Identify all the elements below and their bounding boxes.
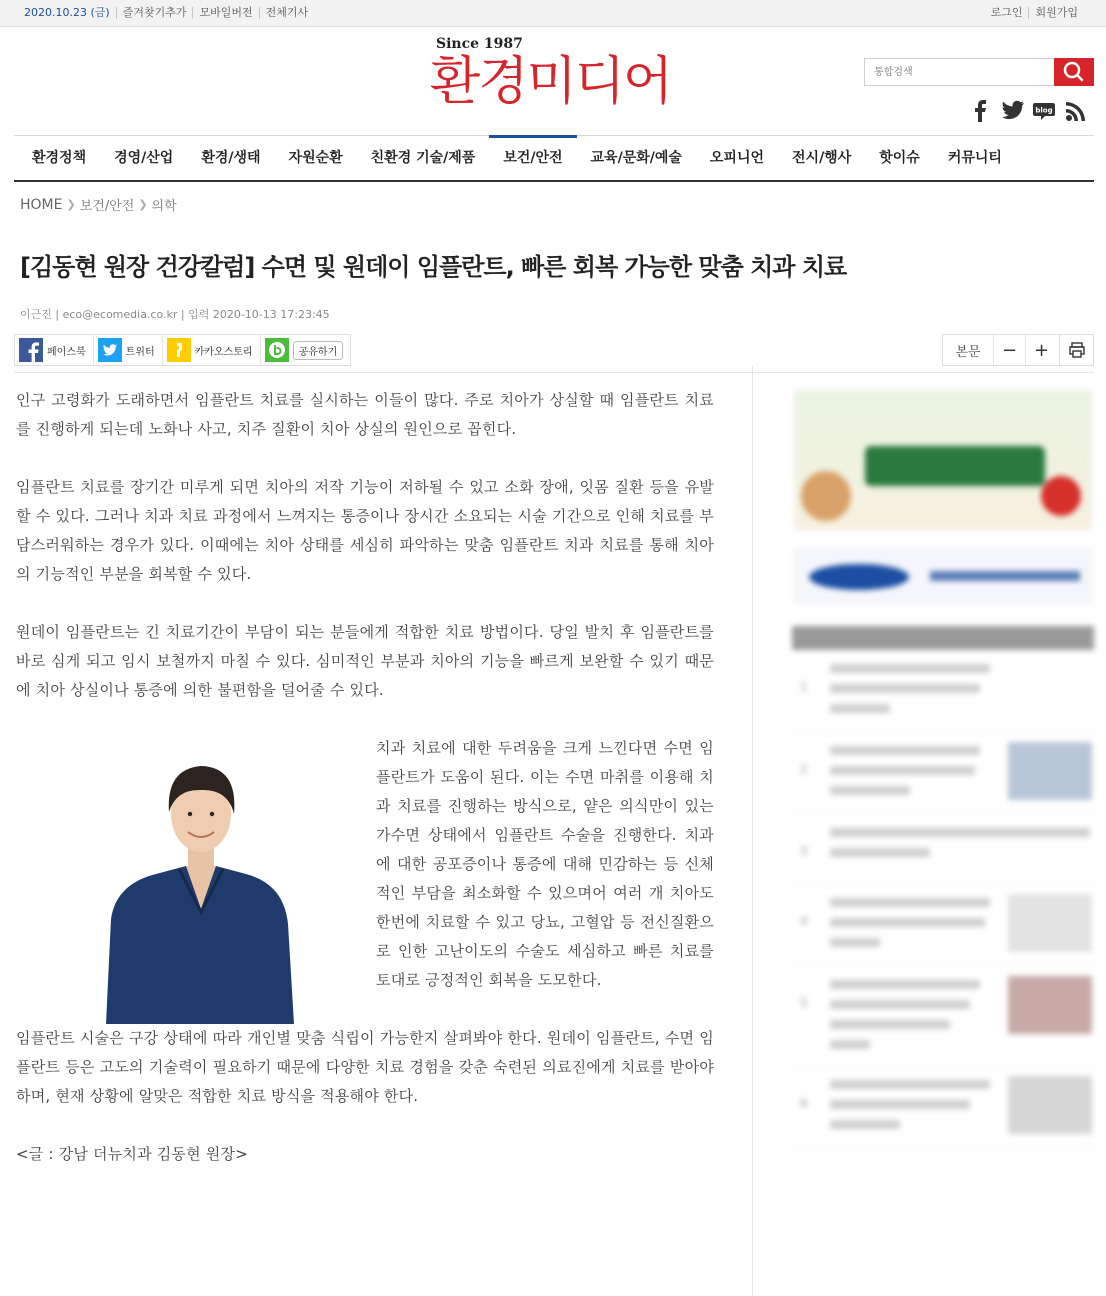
share-facebook-label: 페이스북 (47, 346, 86, 358)
top-utility-bar (0, 0, 1106, 27)
doctor-photo (16, 734, 366, 1024)
share-bar (14, 334, 1094, 366)
current-date: 2020.10.23 (금) (24, 6, 110, 19)
rank-number: 3 (800, 844, 808, 858)
column-divider (752, 366, 753, 1296)
article-byline: 이근진 | eco@ecomedia.co.kr | 입력 2020-10-13 17:23:45 (20, 308, 330, 321)
divider (14, 372, 1094, 373)
mobile-version-link[interactable]: 모바일버전 (192, 7, 258, 19)
sidebar-ad-banner[interactable] (794, 390, 1092, 530)
list-item[interactable] (792, 884, 1094, 966)
share-kakaostory-label: 카카오스토리 (194, 346, 253, 358)
logo-name: 환경미디어 (430, 52, 672, 112)
search-input[interactable] (865, 59, 1055, 85)
main-nav (14, 135, 1094, 182)
list-item[interactable] (792, 732, 1094, 814)
article-paragraph: 임플란트 시술은 구강 상태에 따라 개인별 맞춤 식립이 가능한지 살펴봐야 한다. 원데이 임플란트, 수면 임플란트 등은 고도의 기술력이 필요하기 때문에 다양한 치료 경험을 갖춘 숙련된 의료진에게 치료를 받아야 하며, 현재 상황에 알맞은 적합한 치료 방식을 적용해야 한다. (16, 1029, 714, 1105)
site-logo[interactable] (430, 36, 680, 116)
breadcrumb-subsection[interactable]: 의학 (151, 199, 177, 214)
nav-item-hot-issue[interactable]: 핫이슈 (879, 150, 920, 166)
breadcrumb-section[interactable]: 보건/안전 (79, 199, 135, 214)
nav-item-recycling[interactable]: 자원순환 (288, 150, 343, 166)
rss-icon[interactable] (1065, 100, 1087, 122)
facebook-icon[interactable] (970, 100, 992, 122)
nav-item-health-safety[interactable]: 보건/안전 (489, 136, 576, 181)
rank-number: 6 (800, 1096, 808, 1110)
kakaostory-icon (167, 338, 191, 362)
rank-number: 2 (800, 762, 808, 776)
share-band-button[interactable] (260, 335, 351, 365)
nav-item-environment-ecology[interactable]: 환경/생태 (201, 150, 261, 166)
list-item[interactable] (792, 650, 1094, 732)
article-signature: <글 : 강남 더뉴치과 김동현 원장> (16, 1145, 248, 1163)
nav-item-education-culture[interactable]: 교육/문화/예술 (590, 150, 682, 166)
breadcrumb (20, 195, 177, 214)
article-paragraph: 인구 고령화가 도래하면서 임플란트 치료를 실시하는 이들이 많다. 주로 치아가 상실할 때 임플란트 치료를 진행하게 되는데 노화나 사고, 치주 질환이 치아 상실의 원인으로 꼽힌다. (16, 391, 714, 438)
nav-item-business-industry[interactable]: 경영/산업 (114, 150, 174, 166)
popular-articles (792, 626, 1094, 1148)
social-icons (970, 100, 1087, 122)
search-button[interactable] (1054, 58, 1094, 86)
all-articles-link[interactable]: 전체기사 (259, 7, 315, 19)
signup-link[interactable]: 회원가입 (1028, 7, 1084, 19)
rank-number: 1 (800, 680, 808, 694)
chevron-right-icon: ❯ (138, 198, 148, 211)
article-title: [김동현 원장 건강칼럼] 수면 및 원데이 임플란트, 빠른 회복 가능한 맞춤 치과 치료 (20, 253, 847, 281)
list-item[interactable] (792, 1066, 1094, 1148)
share-buttons (14, 334, 351, 366)
print-icon (1068, 341, 1086, 359)
print-button[interactable] (1059, 335, 1093, 365)
breadcrumb-home[interactable]: HOME (20, 196, 63, 213)
search-icon (1054, 58, 1094, 86)
nav-item-community[interactable]: 커뮤니티 (947, 150, 1002, 166)
article-body (16, 386, 714, 1198)
article-paragraph: 원데이 임플란트는 긴 치료기간이 부담이 되는 분들에게 적합한 치료 방법이다. 당일 발치 후 임플란트를 바로 심게 되고 임시 보철까지 마칠 수 있다. 심미적인 부분과 치아의 기능을 빠르게 보완할 수 있기 때문에 치아 상실이나 통증에 의한 불편함을 덜어줄 수 있다. (16, 623, 714, 699)
search-box (864, 58, 1094, 86)
article-tools (942, 334, 1094, 366)
top-links-left (24, 7, 314, 19)
blog-icon-label: blog (1035, 106, 1053, 115)
list-item[interactable] (792, 814, 1094, 884)
nav-item-exhibition[interactable]: 전시/행사 (792, 150, 852, 166)
share-twitter-label: 트위터 (125, 346, 155, 358)
nav-item-opinion[interactable]: 오피니언 (709, 150, 765, 166)
twitter-icon[interactable] (1001, 100, 1023, 122)
font-increase-button[interactable]: + (1025, 335, 1057, 365)
article-paragraph: 치과 치료에 대한 두려움을 크게 느낀다면 수면 임플란트가 도움이 된다. 이는 수면 마취를 이용해 치과 치료를 진행하는 방식으로, 얕은 의식만이 있는 가수면 상태에서 임플란트 수술을 진행한다. 치과에 대한 공포증이나 통증에 대해 민감하는 등 신체적인 부담을 최소화할 수 있으며어 여러 개 치아도 한번에 치료할 수 있고 당뇨, 고혈압 등 전신질환으로 인한 고난이도의 수술도 세심하고 빠른 치료를 토대로 긍정적인 회복을 도모한다. (376, 739, 714, 989)
rank-number: 5 (800, 996, 808, 1010)
share-kakaostory-button[interactable] (162, 335, 260, 365)
twitter-icon (98, 338, 122, 362)
nav-item-environment-policy[interactable]: 환경정책 (32, 150, 87, 166)
list-item[interactable] (792, 966, 1094, 1066)
rank-number: 4 (800, 914, 808, 928)
top-links-right (985, 7, 1084, 19)
facebook-icon (19, 338, 43, 362)
nav-item-eco-tech[interactable]: 친환경 기술/제품 (370, 150, 476, 166)
font-decrease-button[interactable]: − (993, 335, 1025, 365)
chevron-right-icon: ❯ (66, 198, 76, 211)
share-twitter-button[interactable] (93, 335, 162, 365)
article-paragraph: 임플란트 치료를 장기간 미루게 되면 치아의 저작 기능이 저하될 수 있고 소화 장애, 잇몸 질환 등을 유발할 수 있다. 그러나 치과 치료 과정에서 느껴지는 통증이나 장시간 소요되는 시술 기간으로 인해 치료를 부담스러워하는 경우가 있다. 이때에는 치아 상태를 세심히 파악하는 맞춤 임플란트 치과 치료를 통해 치아의 기능적인 부분을 회복할 수 있다. (16, 478, 714, 583)
bookmark-link[interactable]: 즐겨찾기추가 (116, 7, 193, 19)
share-facebook-button[interactable] (15, 335, 93, 365)
popular-articles-header (792, 626, 1094, 650)
font-size-label: 본문 (955, 344, 981, 360)
share-more-label: 공유하기 (293, 341, 344, 360)
blog-icon[interactable] (1032, 100, 1056, 122)
band-icon (265, 338, 289, 362)
sidebar-ad-samsung[interactable] (794, 548, 1092, 604)
login-link[interactable]: 로그인 (990, 6, 1023, 19)
logo-since: Since 1987 (436, 36, 523, 52)
